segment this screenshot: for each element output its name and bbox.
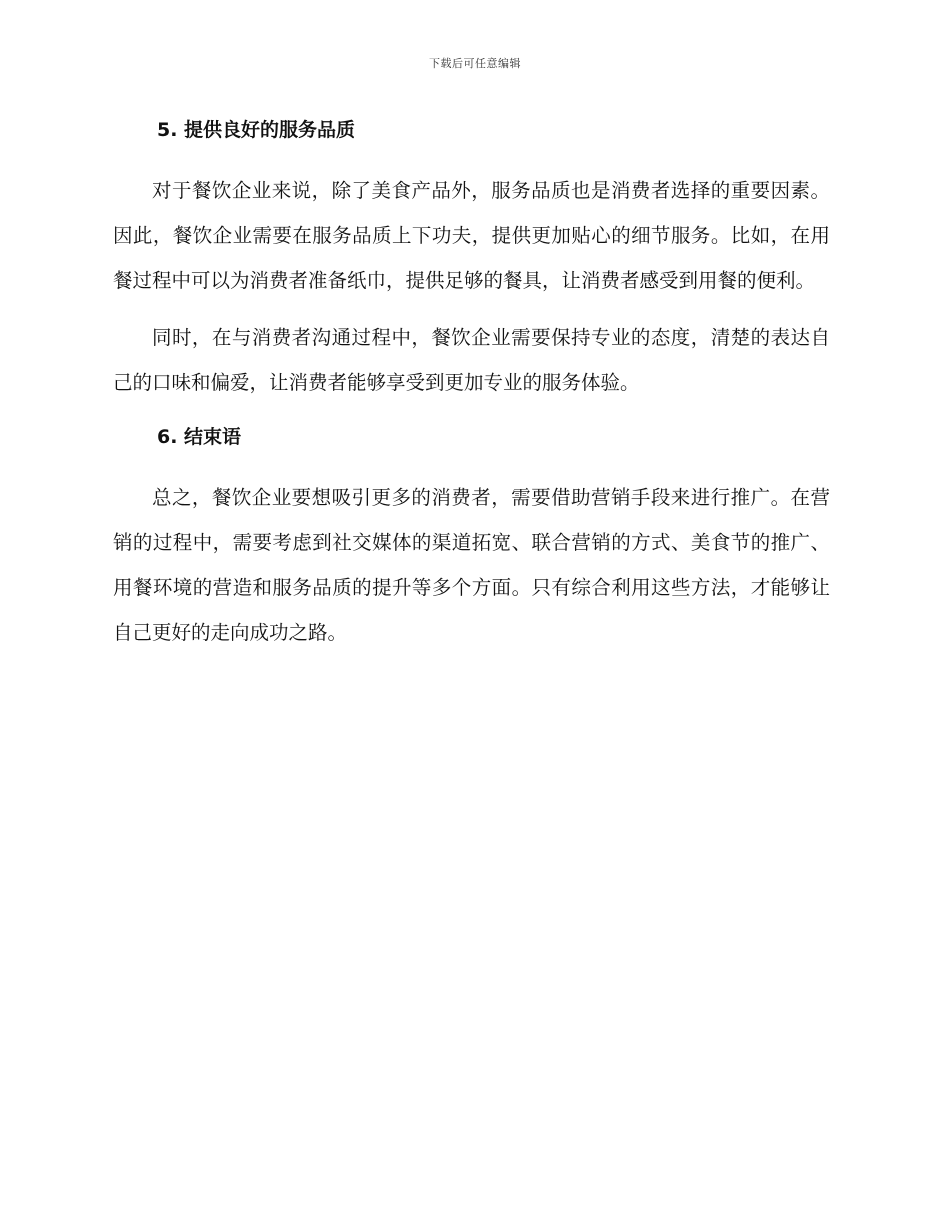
- page-header: 下载后可任意编辑: [429, 57, 521, 70]
- section-heading-service-quality: 5. 提供良好的服务品质: [157, 119, 356, 141]
- paragraph-service-quality-2: 同时，在与消费者沟通过程中，餐饮企业需要保持专业的态度，清楚的表达自己的口味和偏爱，让消费者能够享受到更加专业的服务体验。: [113, 326, 830, 394]
- paragraph-conclusion-1: 总之，餐饮企业要想吸引更多的消费者，需要借助营销手段来进行推广。在营销的过程中，需要考虑到社交媒体的渠道拓宽、联合营销的方式、美食节的推广、用餐环境的营造和服务品质的提升等多个方面。只有综合利用这些方法，才能够让自己更好的走向成功之路。: [113, 486, 830, 644]
- paragraph-service-quality-1: 对于餐饮企业来说，除了美食产品外，服务品质也是消费者选择的重要因素。因此，餐饮企业需要在服务品质上下功夫，提供更加贴心的细节服务。比如，在用餐过程中可以为消费者准备纸巾，提供足够的餐具，让消费者感受到用餐的便利。: [113, 179, 830, 292]
- section-heading-conclusion: 6. 结束语: [157, 426, 242, 448]
- document-body: [113, 112, 830, 655]
